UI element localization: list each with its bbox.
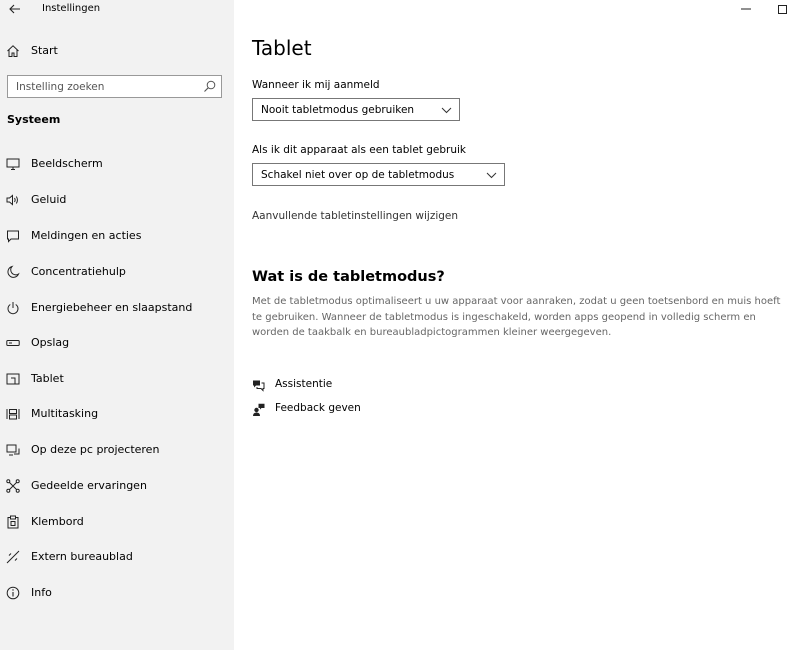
minimize-icon	[741, 4, 751, 14]
notification-icon	[6, 229, 20, 243]
shared-experiences-icon	[6, 479, 20, 493]
page-title: Tablet	[252, 36, 312, 60]
sidebar-item-multitasking[interactable]	[0, 399, 234, 429]
project-icon	[6, 443, 20, 457]
additional-tablet-settings-link[interactable]: Aanvullende tabletinstellingen wijzigen	[252, 210, 459, 222]
search-input[interactable]	[8, 76, 198, 97]
give-feedback-label: Feedback geven	[275, 402, 361, 414]
sidebar-item-geluid[interactable]	[0, 185, 234, 215]
home-icon	[6, 44, 20, 58]
multitasking-icon	[6, 407, 20, 421]
sidebar-item-meldingen[interactable]	[0, 221, 234, 251]
sidebar	[0, 0, 234, 650]
sidebar-item-label: Energiebeheer en slaapstand	[31, 301, 193, 314]
maximize-icon	[778, 5, 787, 14]
sidebar-item-opslag[interactable]	[0, 328, 234, 358]
maximize-button[interactable]	[767, 0, 797, 18]
sidebar-item-label: Gedeelde ervaringen	[31, 479, 147, 492]
speaker-icon	[6, 193, 20, 207]
sidebar-item-label: Info	[31, 586, 52, 599]
chevron-down-icon	[486, 171, 497, 179]
signin-dropdown-value: Nooit tabletmodus gebruiken	[261, 104, 415, 116]
storage-icon	[6, 336, 20, 350]
power-icon	[6, 301, 20, 315]
usage-dropdown[interactable]	[252, 163, 505, 186]
usage-dropdown-value: Schakel niet over op de tabletmodus	[261, 169, 455, 181]
remote-desktop-icon	[6, 550, 20, 564]
sidebar-item-label: Beeldscherm	[31, 157, 103, 170]
info-icon	[6, 586, 20, 600]
tablet-icon	[6, 372, 20, 386]
chat-help-icon	[252, 379, 265, 392]
sidebar-item-beeldscherm[interactable]	[0, 149, 234, 179]
get-help-label: Assistentie	[275, 378, 333, 390]
chevron-down-icon	[441, 106, 452, 114]
search-box[interactable]	[7, 75, 222, 98]
home-label: Start	[31, 44, 58, 57]
sidebar-item-tablet[interactable]	[0, 364, 234, 394]
app-title: Instellingen	[42, 3, 101, 14]
signin-label: Wanneer ik mij aanmeld	[252, 79, 380, 91]
main-content	[234, 0, 800, 650]
back-button[interactable]	[6, 1, 24, 17]
tablet-mode-description: Met de tabletmodus optimaliseert u uw apparaat voor aanraken, zodat u geen toetsenbord en muis hoeft te gebruiken. Wanneer de tabletmodus is ingeschakeld, worden apps geopend in volledig scherm en worden de taakbalk en bureaubladpictogrammen kleiner weergegeven.	[252, 296, 781, 338]
sidebar-item-home[interactable]	[0, 40, 234, 62]
usage-label: Als ik dit apparaat als een tablet gebruik	[252, 144, 466, 156]
search-icon[interactable]	[203, 80, 216, 93]
sidebar-item-info[interactable]	[0, 578, 234, 608]
minimize-button[interactable]	[731, 0, 761, 18]
section-header-systeem: Systeem	[7, 113, 61, 126]
sidebar-item-label: Op deze pc projecteren	[31, 443, 160, 456]
moon-icon	[6, 265, 20, 279]
sidebar-item-label: Geluid	[31, 193, 67, 206]
sidebar-item-label: Klembord	[31, 515, 84, 528]
section-title-tablet-mode-info: Wat is de tabletmodus?	[252, 269, 445, 285]
back-arrow-icon	[9, 4, 21, 14]
sidebar-item-projecteren[interactable]	[0, 435, 234, 465]
clipboard-icon	[6, 515, 20, 529]
sidebar-item-klembord[interactable]	[0, 507, 234, 537]
sidebar-item-label: Multitasking	[31, 407, 99, 420]
sidebar-item-label: Meldingen en acties	[31, 229, 142, 242]
feedback-icon	[252, 403, 265, 416]
sidebar-item-label: Tablet	[31, 372, 64, 385]
sidebar-item-extern-bureaublad[interactable]	[0, 542, 234, 572]
sidebar-item-label: Opslag	[31, 336, 70, 349]
sidebar-item-concentratiehulp[interactable]	[0, 257, 234, 287]
sidebar-item-gedeelde-ervaringen[interactable]	[0, 471, 234, 501]
signin-dropdown[interactable]	[252, 98, 460, 121]
monitor-icon	[6, 157, 20, 171]
sidebar-item-label: Extern bureaublad	[31, 550, 133, 563]
sidebar-item-energiebeheer[interactable]	[0, 293, 234, 323]
sidebar-item-label: Concentratiehulp	[31, 265, 126, 278]
